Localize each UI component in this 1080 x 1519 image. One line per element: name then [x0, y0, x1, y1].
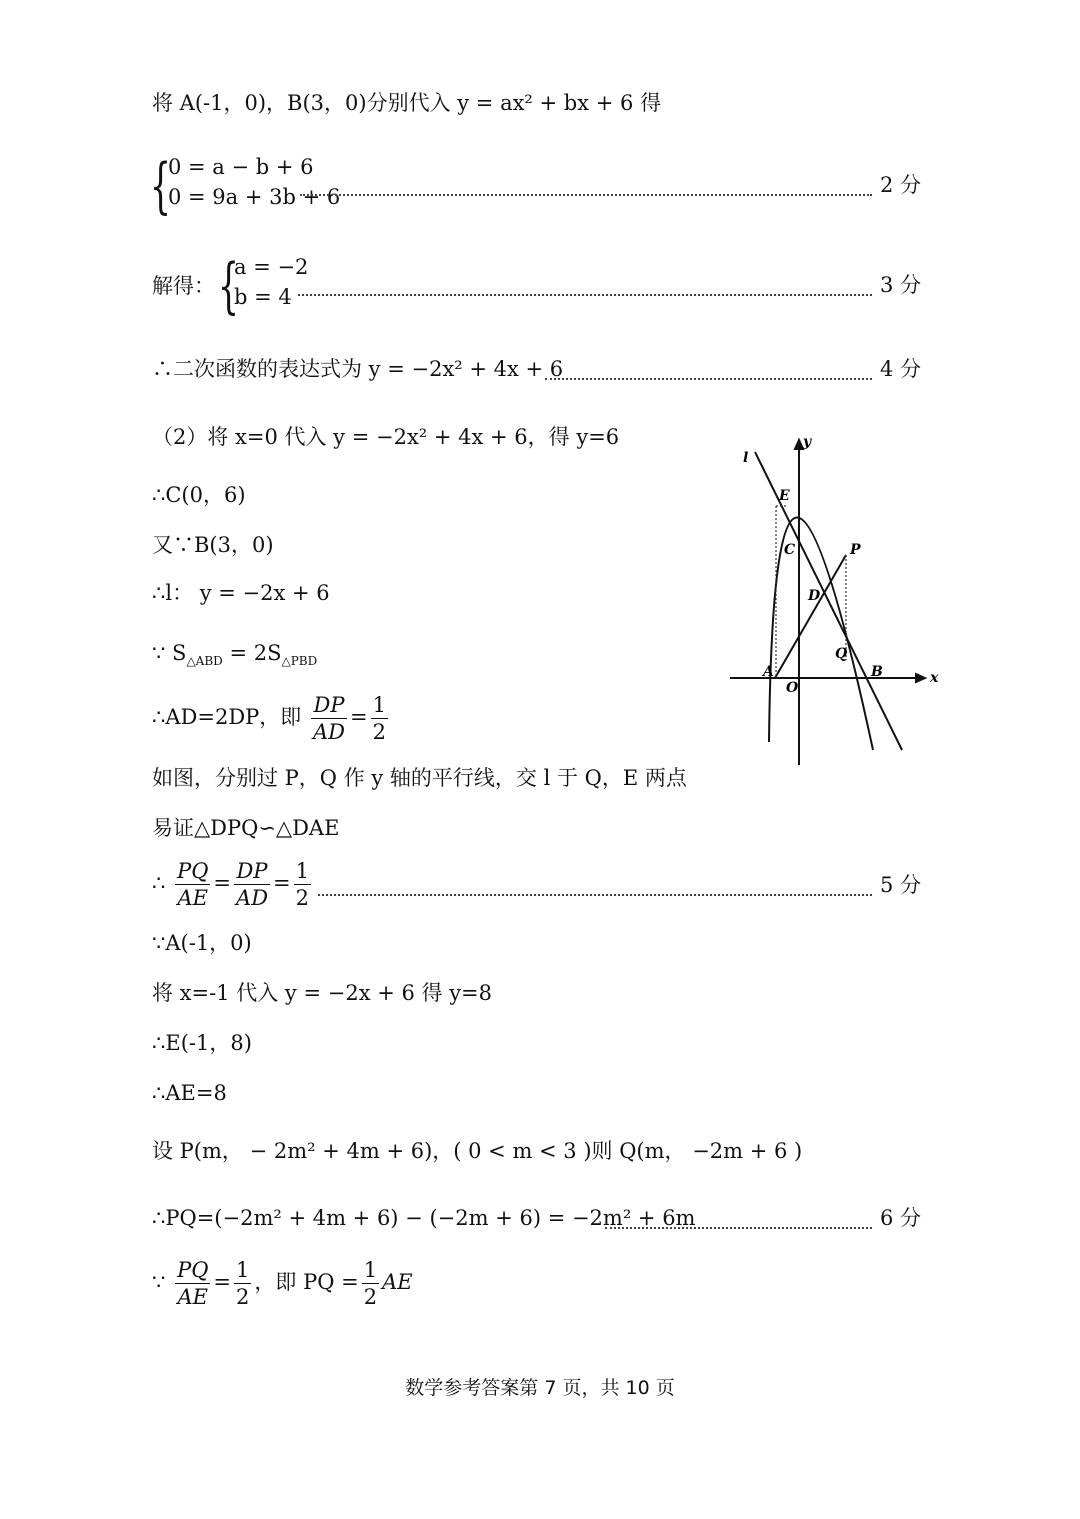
parabola-figure [725, 430, 945, 770]
line-similar-triangles: 易证△DPQ∽△DAE [152, 816, 340, 840]
area-s1: ∵ S [152, 641, 187, 665]
line-parallel-construction: 如图，分别过 P，Q 作 y 轴的平行线，交 l 于 Q，E 两点 [152, 766, 687, 790]
fraction-pq-ae: $\frac{PQ}{AE}$ [177, 859, 209, 910]
system-1-row-2: 0 = 9a + 3b + 6 [168, 185, 341, 209]
line-area-relation [152, 640, 317, 674]
line-pq-expression: ∴PQ=(−2m² + 4m + 6) − (−2m + 6) = −2m² + 6m [152, 1206, 696, 1230]
label-y: y [803, 434, 812, 450]
fraction-dp-ad-2: $\frac{DP}{AD}$ [236, 859, 269, 910]
leader-dots-5 [318, 894, 872, 896]
line-point-a: ∵A(-1，0) [152, 931, 252, 955]
x-axis-arrow [916, 674, 925, 682]
label-p: P [850, 542, 861, 558]
label-x: x [930, 670, 939, 686]
line-substitute-x: 将 x=-1 代入 y = −2x + 6 得 y=8 [152, 981, 493, 1005]
system-1 [168, 152, 340, 212]
brace-system-1: { [150, 151, 172, 221]
score-6: 6 分 [880, 1206, 922, 1230]
line-substitute-ab: 将 A(-1，0)，B(3，0)分别代入 y = ax² + bx + 6 得 [152, 91, 662, 115]
fraction-half-2: $\frac{1}{2}$ [295, 859, 310, 910]
line-point-c: ∴C(0，6) [152, 483, 246, 507]
area-sub-pbd: △PBD [281, 654, 318, 669]
fraction-half-3: $\frac{1}{2}$ [236, 1258, 250, 1309]
score-3: 3 分 [880, 273, 922, 297]
line-l-equation: ∴l： y = −2x + 6 [152, 581, 330, 605]
solve-label: 解得： [152, 274, 215, 298]
line-ae-length: ∴AE=8 [152, 1081, 227, 1105]
system-1-row-1: 0 = a − b + 6 [168, 155, 314, 179]
system-2-row-2: b = 4 [234, 285, 292, 309]
label-c: C [784, 542, 796, 558]
system-2 [234, 252, 308, 312]
line-quadratic-expression: ∴二次函数的表达式为 y = −2x² + 4x + 6 [152, 357, 564, 381]
line-point-b: 又∵B(3，0) [152, 533, 274, 557]
line-point-e: ∴E(-1，8) [152, 1031, 252, 1055]
fraction-half: $\frac{1}{2}$ [372, 693, 386, 744]
y-axis-arrow [795, 440, 803, 449]
label-l: l [743, 450, 749, 466]
line-ad-2dp: ∴AD=2DP，即 $\frac{DP}{AD}$ = $\frac{1}{2}$ [152, 693, 386, 744]
line-ratio-pq-ae: ∴ $\frac{PQ}{AE}$ = $\frac{DP}{AD}$ = $\frac{1}{2}$ [152, 859, 310, 910]
label-b: B [871, 664, 883, 680]
leader-dots-4 [545, 378, 872, 380]
page-footer: 数学参考答案第 7 页，共 10 页 [405, 1377, 675, 1399]
score-4: 4 分 [880, 357, 922, 381]
fraction-pq-ae-2: $\frac{PQ}{AE}$ [177, 1258, 209, 1309]
system-2-row-1: a = −2 [234, 255, 309, 279]
label-e: E [779, 488, 790, 504]
score-2: 2 分 [880, 173, 922, 197]
label-q: Q [835, 646, 848, 662]
area-sub-abd: △ABD [186, 654, 223, 669]
leader-dots-6 [605, 1227, 872, 1229]
line-set-p: 设 P(m， − 2m² + 4m + 6)，( 0 < m < 3 )则 Q(m， −2m + 6 ) [152, 1139, 803, 1163]
fraction-half-4: $\frac{1}{2}$ [363, 1258, 378, 1309]
area-mid: = 2S [222, 641, 282, 665]
fraction-dp-ad: $\frac{DP}{AD}$ [312, 693, 345, 744]
line-pq-half-ae: ∵ $\frac{PQ}{AE}$ = $\frac{1}{2}$ ，即 PQ = $\frac{1}{2}$ AE [152, 1258, 413, 1309]
brace-system-2: { [218, 251, 240, 321]
line-l [755, 452, 902, 750]
label-d: D [808, 588, 821, 604]
label-o: O [786, 680, 799, 696]
leader-dots-3 [298, 294, 872, 296]
label-a: A [763, 664, 774, 680]
leader-dots-2 [300, 194, 872, 196]
score-5: 5 分 [880, 873, 922, 897]
line-part-2: （2）将 x=0 代入 y = −2x² + 4x + 6，得 y=6 [152, 425, 620, 449]
ad-2dp-text: ∴AD=2DP，即 [152, 705, 302, 729]
